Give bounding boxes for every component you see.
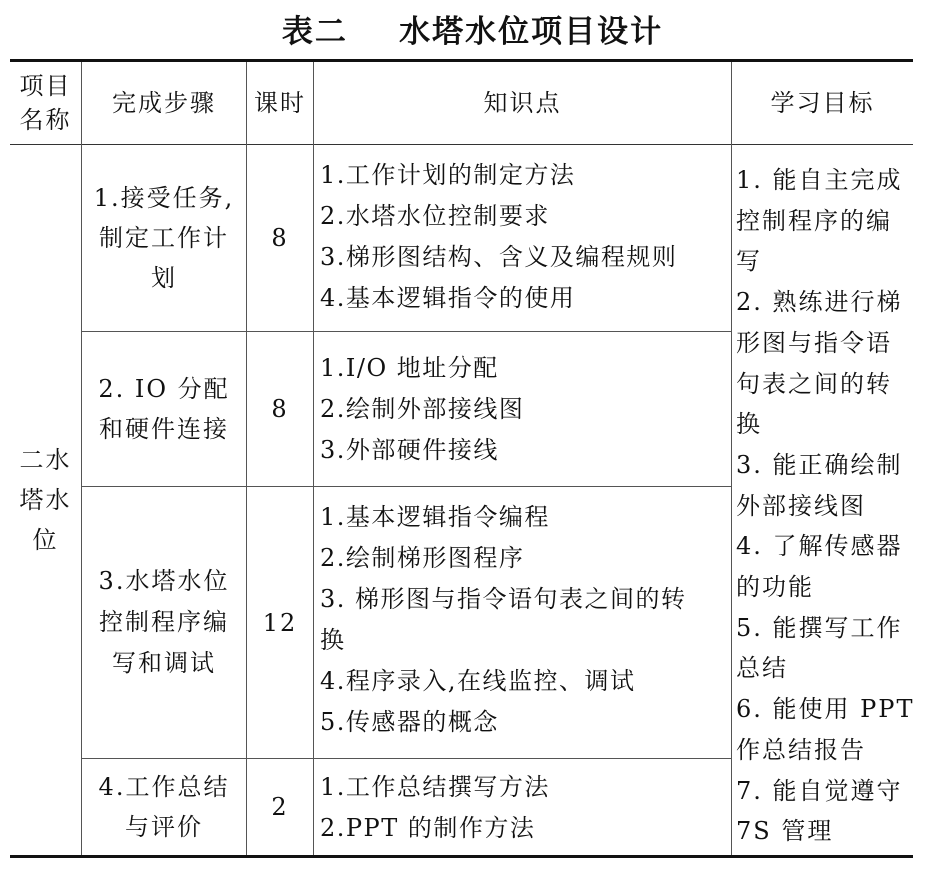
- goal-line-16: 7. 能自觉遵守: [736, 776, 903, 805]
- header-goals: 学习目标: [770, 89, 875, 117]
- knowledge-1-item-4: 4.基本逻辑指令的使用: [320, 284, 576, 312]
- header-project-name-line-2: 名称: [19, 106, 72, 134]
- goal-line-12: 5. 能撰写工作: [736, 613, 903, 642]
- knowledge-list-2: [320, 348, 524, 471]
- knowledge-list-3: [320, 497, 687, 743]
- step-cell-2: [82, 332, 246, 486]
- step-1-line-1: 1.接受任务,: [93, 184, 235, 212]
- goal-line-13: 总结: [736, 654, 788, 683]
- knowledge-1-item-3: 3.梯形图结构、含义及编程规则: [320, 243, 678, 271]
- knowledge-3-item-2: 2.绘制梯形图程序: [320, 544, 525, 572]
- hours-cell-2: 8: [271, 395, 289, 423]
- step-2-line-2: 和硬件连接: [99, 415, 229, 443]
- knowledge-4-item-1: 1.工作总结撰写方法: [320, 773, 550, 801]
- table-title: 表二 水塔水位项目设计: [281, 14, 664, 50]
- col-divider-3: [313, 62, 314, 855]
- goal-line-14: 6. 能使用 PPT: [736, 695, 915, 724]
- knowledge-2-item-3: 3.外部硬件接线: [320, 436, 499, 464]
- knowledge-3-item-3: 3. 梯形图与指令语句表之间的转: [320, 585, 687, 613]
- goal-line-1: 1. 能自主完成: [736, 166, 903, 194]
- goal-line-2: 控制程序的编: [736, 206, 892, 235]
- hours-cell-4: 2: [271, 793, 289, 821]
- step-3-line-1: 3.水塔水位: [98, 567, 230, 595]
- step-cell-4: [82, 759, 246, 855]
- step-cell-3: [82, 487, 246, 758]
- step-2-line-1: 2. IO 分配: [98, 375, 230, 403]
- hours-cell-3: 12: [262, 608, 298, 637]
- header-steps: 完成步骤: [112, 89, 216, 117]
- project-name-line-2: 塔水: [19, 486, 72, 514]
- step-4-line-2: 与评价: [125, 813, 203, 841]
- col-divider-4: [731, 62, 732, 855]
- project-name-cell: [10, 145, 81, 855]
- knowledge-1-item-2: 2.水塔水位控制要求: [320, 202, 550, 230]
- step-3-line-2: 控制程序编: [99, 608, 229, 636]
- knowledge-3-item-3-cont: 换: [320, 626, 346, 654]
- goal-line-9: 外部接线图: [736, 491, 866, 520]
- knowledge-2-item-2: 2.绘制外部接线图: [320, 395, 525, 423]
- goal-line-17: 7S 管理: [736, 817, 834, 846]
- goal-line-15: 作总结报告: [736, 735, 866, 764]
- header-hours: 课时: [254, 89, 306, 117]
- goal-line-5: 形图与指令语: [736, 328, 892, 357]
- header-project-name: [10, 62, 81, 144]
- step-1-line-3: 划: [151, 264, 177, 292]
- step-cell-1: [82, 145, 246, 331]
- project-name-line-3: 位: [32, 526, 59, 554]
- knowledge-list-4: [320, 767, 550, 849]
- goal-line-4: 2. 熟练进行梯: [736, 288, 903, 317]
- knowledge-4-item-2: 2.PPT 的制作方法: [320, 814, 536, 842]
- goal-line-7: 换: [736, 410, 762, 439]
- step-1-line-2: 制定工作计: [99, 224, 229, 252]
- knowledge-1-item-1: 1.工作计划的制定方法: [320, 161, 576, 189]
- step-4-line-1: 4.工作总结: [98, 773, 230, 801]
- step-3-line-3: 写和调试: [112, 649, 216, 677]
- hours-cell-1: 8: [271, 224, 289, 252]
- learning-goals-list: [736, 160, 916, 852]
- knowledge-2-item-1: 1.I/O 地址分配: [320, 354, 499, 382]
- goal-line-6: 句表之间的转: [736, 369, 892, 398]
- knowledge-3-item-1: 1.基本逻辑指令编程: [320, 503, 550, 531]
- goal-line-8: 3. 能正确绘制: [736, 450, 903, 479]
- header-project-name-line-1: 项目: [19, 72, 72, 100]
- knowledge-list-1: [320, 155, 677, 319]
- header-knowledge: 知识点: [483, 89, 562, 117]
- project-name-line-1: 二水: [19, 446, 72, 474]
- table-bottom-rule: [10, 855, 913, 858]
- goal-line-11: 的功能: [736, 573, 814, 602]
- knowledge-3-item-5: 5.传感器的概念: [320, 708, 499, 736]
- goal-line-10: 4. 了解传感器: [736, 532, 903, 561]
- goal-line-3: 写: [736, 247, 762, 276]
- knowledge-3-item-4: 4.程序录入,在线监控、调试: [320, 667, 636, 695]
